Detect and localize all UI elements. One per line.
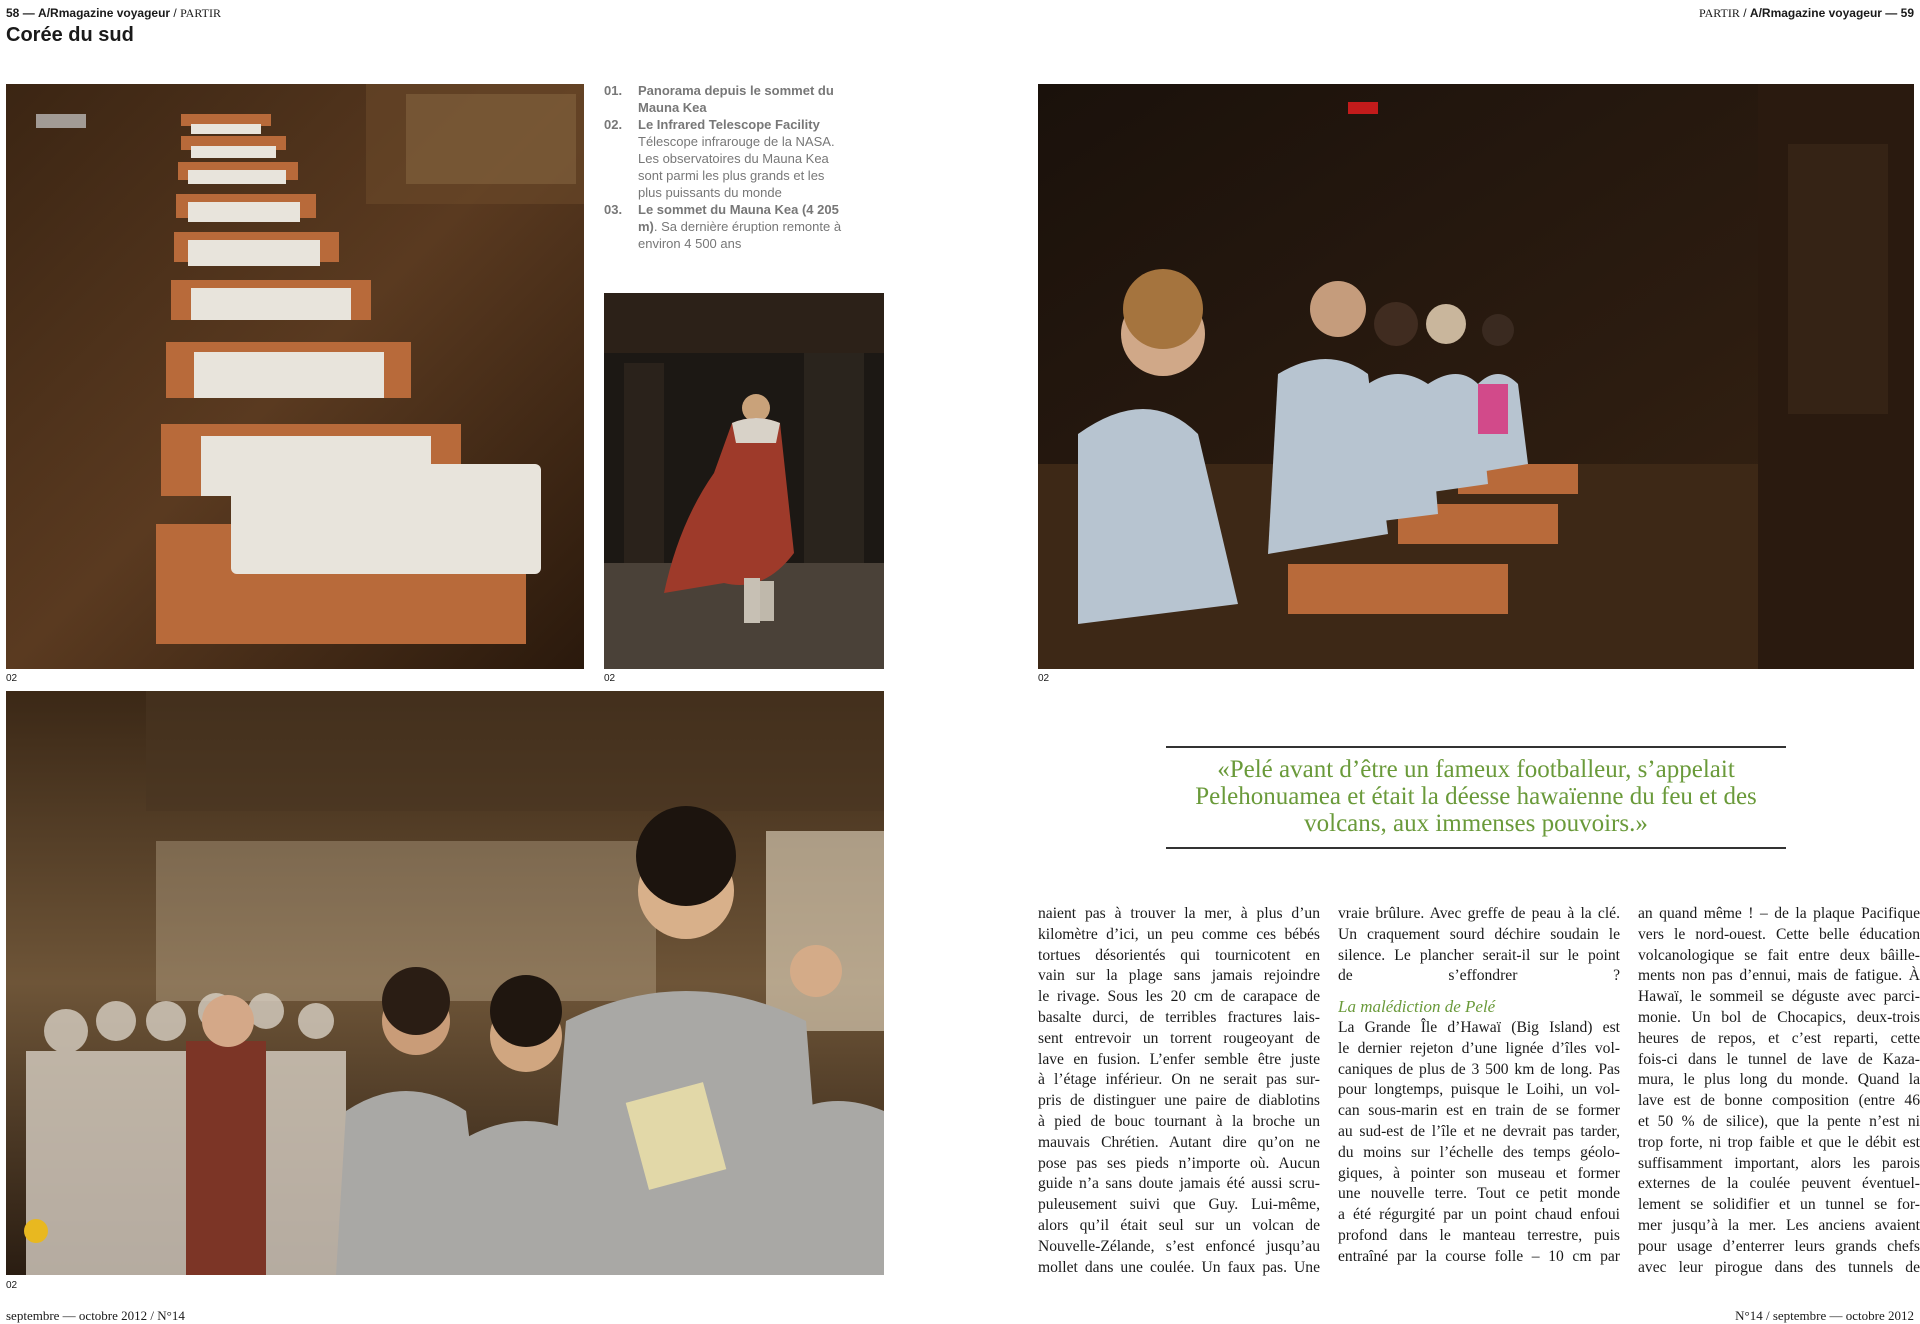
right-folio: PARTIR / A/Rmagazine voyageur — 59	[1699, 6, 1914, 20]
photo-label-4: 02	[6, 1280, 18, 1291]
text-line: entraîné par la course folle – 10 cm par	[1338, 1247, 1620, 1265]
photo-monk-walking	[604, 293, 884, 669]
magazine-name: magazine voyageur	[58, 6, 171, 20]
folio-dash: —	[22, 6, 35, 20]
photo-procession	[6, 691, 884, 1275]
body-column-3	[1638, 904, 1920, 1278]
text-line: externes de la coulée peuvent éventuel-	[1638, 1175, 1920, 1193]
caption-2-text: Télescope infrarouge de la NASA. Les observatoires du Mauna Kea sont parmi les plus grands et les plus puissants du monde	[638, 134, 835, 200]
text-line: guide n’a sans doute jamais été aussi scru-	[1038, 1175, 1320, 1193]
photo-label-3: 02	[1038, 673, 1050, 684]
text-line: suffisamment important, alors les parois	[1638, 1154, 1920, 1172]
text-line: volcanologique se fait entre deux bâille-	[1638, 946, 1920, 964]
photo-meditation-row	[1038, 84, 1914, 669]
photo-captions	[604, 82, 844, 252]
text-line: à pied de bouc tournant à la broche un	[1038, 1112, 1320, 1130]
caption-1-number: 01.	[604, 83, 623, 98]
caption-3-title: Le sommet du Mauna Kea (4 205 m)	[638, 202, 839, 234]
text-line: heures de repos, et c’est reparti, cette	[1638, 1029, 1920, 1047]
text-line: du moins sur l’échelle des temps géolo-	[1338, 1143, 1620, 1161]
text-line: avec leur pirogue dans des tunnels de	[1638, 1258, 1920, 1276]
text-line: an quand même ! – de la plaque Pacifique	[1638, 905, 1920, 922]
page-title: Corée du sud	[6, 24, 134, 46]
text-line: le rivage. Sous les 20 cm de carapace de	[1038, 988, 1320, 1006]
text-line: trop forte, ni trop faible et que le débit est	[1638, 1133, 1920, 1151]
caption-3	[604, 201, 844, 252]
text-line: vers le nord-ouest. Cette belle éducation	[1638, 925, 1920, 943]
text-line: caniques de plus de 3 500 km de long. Pas	[1338, 1060, 1620, 1078]
brand-right: A/R	[1749, 6, 1771, 20]
body-column-2	[1338, 904, 1620, 1268]
text-line: fois-ci dans le tunnel de lave de Kaza-	[1638, 1050, 1920, 1068]
text-line: kilomètre d’ici, un peu comme ces bébés	[1038, 925, 1320, 943]
right-page-number: 59	[1900, 6, 1914, 20]
caption-2-number: 02.	[604, 117, 623, 132]
text-line: Hawaï, le sommeil se déguste avec parci-	[1638, 988, 1920, 1006]
text-line: basalte durci, de terribles fractures lais-	[1038, 1008, 1320, 1026]
text-line: Un craquement sourd déchire soudain le	[1338, 925, 1620, 943]
pull-quote: «Pelé avant d’être un fameux footballeur, s’appelait Pelehonuamea et était la déesse hawaïenne du feu et des volcans, aux immenses pouvoirs.»	[1166, 746, 1786, 849]
text-line: ments non pas d’ennui, mais de fatigue. À	[1638, 967, 1920, 985]
text-line: lement se solidifier et un tunnel se for-	[1638, 1196, 1920, 1214]
section-name: PARTIR	[180, 6, 221, 20]
caption-3-text: . Sa dernière éruption remonte à environ 4 500 ans	[638, 219, 842, 251]
text-line: mura, le plus long du monde. Quand la	[1638, 1071, 1920, 1089]
text-line: profond dans le manteau terrestre, puis	[1338, 1226, 1620, 1244]
caption-2	[604, 116, 844, 201]
text-line: a été régurgité par un point chaud enfoui	[1338, 1206, 1620, 1224]
text-line: tortues désorientés qui tournicotent en	[1038, 946, 1320, 964]
text-line: de s’effondrer ?	[1338, 967, 1620, 985]
text-line: can sous-marin est en train de se former	[1338, 1102, 1620, 1120]
caption-1	[604, 82, 844, 116]
text-line: au sud-est de l’île et ne devrait pas tarder,	[1338, 1122, 1620, 1140]
photo-label-2: 02	[604, 673, 616, 684]
text-line: naient pas à trouver la mer, à plus d’un	[1038, 905, 1320, 922]
text-line: silence. Le plancher serait-il sur le point	[1338, 946, 1620, 964]
caption-1-title: Panorama depuis le sommet du Mauna Kea	[638, 83, 834, 115]
text-line: à l’étage inférieur. On ne serait pas sur-	[1038, 1071, 1320, 1089]
text-line: pour longtemps, puisque le Loihi, un vol-	[1338, 1081, 1620, 1099]
text-line: une nouvelle terre. Tout ce petit monde	[1338, 1185, 1620, 1203]
text-line: lave en fusion. L’enfer semble être juste	[1038, 1050, 1320, 1068]
text-line: puleusement suivi que Guy. Lui-même,	[1038, 1196, 1320, 1214]
text-line: vain sur la plage sans jamais rejoindre	[1038, 967, 1320, 985]
magazine-name-right: magazine voyageur	[1770, 6, 1882, 20]
text-line: mauvais Chrétien. Autant dire qu’on ne	[1038, 1133, 1320, 1151]
text-line: sent entrevoir un torrent rougeoyant de	[1038, 1029, 1320, 1047]
text-line: La Grande Île d’Hawaï (Big Island) est	[1338, 1018, 1620, 1036]
left-page-number: 58	[6, 6, 20, 20]
text-line: pris de distinguer une paire de diablotins	[1038, 1092, 1320, 1110]
photo-label-1: 02	[6, 673, 18, 684]
section-name-right: PARTIR	[1699, 6, 1740, 20]
text-line: et 50 % de silice), que la pente n’est ni	[1638, 1112, 1920, 1130]
text-line: lave est de bonne composition (entre 46	[1638, 1092, 1920, 1110]
text-line: Nouvelle-Zélande, s’est enfoncé jusqu’au	[1038, 1237, 1320, 1255]
text-line: giques, à pointer son museau et former	[1338, 1164, 1620, 1182]
caption-3-number: 03.	[604, 202, 623, 217]
footer-right: N°14 / septembre — octobre 2012	[1735, 1308, 1914, 1323]
text-line: pose pas ses pieds n’importe où. Aucun	[1038, 1154, 1320, 1172]
left-folio: 58 — A/Rmagazine voyageur / PARTIR	[6, 6, 221, 20]
section-heading: La malédiction de Pelé	[1338, 997, 1496, 1017]
text-line: mollet dans une coulée. Un faux pas. Une	[1038, 1258, 1320, 1276]
text-line: pour usage d’enterrer leurs grands chefs	[1638, 1237, 1920, 1255]
text-line: monie. Un bol de Chocapics, deux-trois	[1638, 1008, 1920, 1026]
photo-meditation-cushions	[6, 84, 584, 669]
footer-left: septembre — octobre 2012 / N°14	[6, 1308, 185, 1323]
brand: A/R	[38, 6, 59, 20]
caption-2-title: Le Infrared Telescope Facility	[638, 117, 820, 132]
text-line: mer jusqu’à la mer. Les anciens avaient	[1638, 1216, 1920, 1234]
text-line: vraie brûlure. Avec greffe de peau à la clé.	[1338, 905, 1620, 922]
text-line: le dernier rejeton d’une lignée d’îles vol-	[1338, 1039, 1620, 1057]
text-line: alors qu’il était seul sur un volcan de	[1038, 1216, 1320, 1234]
body-column-1	[1038, 904, 1320, 1278]
